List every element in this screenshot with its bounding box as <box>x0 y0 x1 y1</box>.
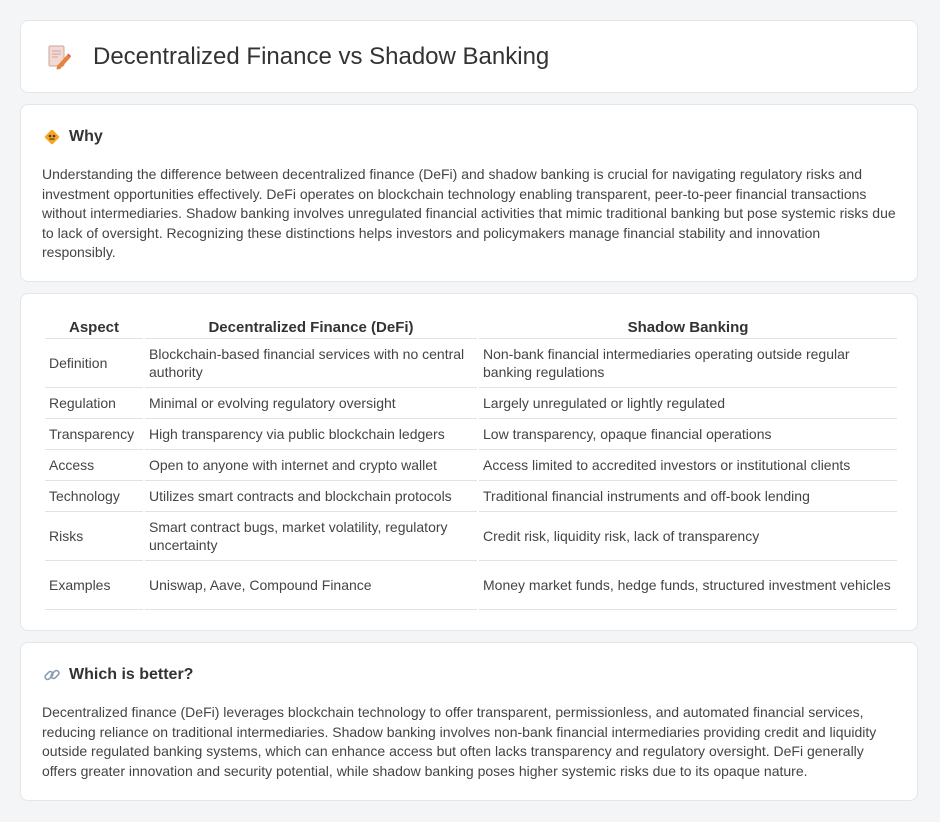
which-is-better-section <box>20 642 918 801</box>
better-text: Decentralized finance (DeFi) leverages blockchain technology to offer transparent, permissionless, and automated financial services, reducing reliance on traditional intermediaries. Shadow banking involves non-bank financial intermediaries providing credit and liquidity outside regulated banking systems, which can enhance access but often lacks transparency and regulatory oversight. DeFi generally offers greater innovation and security potential, while shadow banking poses higher systemic risks due to its opaque nature. <box>42 704 877 779</box>
diamond-warning-icon <box>43 128 61 146</box>
table-row <box>45 419 897 450</box>
cell-shadow: Access limited to accredited investors or institutional clients <box>479 450 897 481</box>
why-text: Understanding the difference between decentralized finance (DeFi) and shadow banking is crucial for navigating regulatory risks and investment opportunities effectively. DeFi operates on blockchain technology enabling transparent, peer-to-peer financial transactions without intermediaries. Shadow banking involves unregulated financial activities that mimic traditional banking but pose systemic risks due to lack of oversight. Recognizing these distinctions helps investors and policymakers manage financial stability and innovation responsibly. <box>42 166 896 260</box>
cell-aspect: Risks <box>45 512 143 561</box>
page-title: Decentralized Finance vs Shadow Banking <box>93 42 550 70</box>
why-heading: Why <box>69 128 103 145</box>
cell-aspect: Regulation <box>45 388 143 419</box>
table-row <box>45 450 897 481</box>
document-pencil-icon <box>47 44 71 70</box>
header-defi: Decentralized Finance (DeFi) <box>145 316 477 339</box>
link-icon <box>43 666 61 684</box>
cell-defi: High transparency via public blockchain ledgers <box>145 419 477 450</box>
cell-defi: Uniswap, Aave, Compound Finance <box>145 561 477 610</box>
better-heading: Which is better? <box>69 666 194 683</box>
cell-defi: Minimal or evolving regulatory oversight <box>145 388 477 419</box>
cell-aspect: Transparency <box>45 419 143 450</box>
cell-aspect: Technology <box>45 481 143 512</box>
cell-shadow: Traditional financial instruments and off-book lending <box>479 481 897 512</box>
better-header <box>43 666 193 684</box>
table-row <box>45 388 897 419</box>
cell-aspect: Examples <box>45 561 143 610</box>
cell-defi: Open to anyone with internet and crypto wallet <box>145 450 477 481</box>
cell-defi: Smart contract bugs, market volatility, regulatory uncertainty <box>145 512 477 561</box>
header-aspect: Aspect <box>45 316 143 339</box>
why-header <box>43 128 103 146</box>
comparison-section <box>20 293 918 631</box>
cell-aspect: Definition <box>45 339 143 388</box>
cell-shadow: Low transparency, opaque financial operations <box>479 419 897 450</box>
cell-defi: Blockchain-based financial services with no central authority <box>145 339 477 388</box>
title-card <box>20 20 918 93</box>
table-row <box>45 561 897 610</box>
table-row <box>45 512 897 561</box>
header-shadow-banking: Shadow Banking <box>479 316 897 339</box>
why-section <box>20 104 918 282</box>
cell-aspect: Access <box>45 450 143 481</box>
table-row <box>45 339 897 388</box>
cell-shadow: Non-bank financial intermediaries operating outside regular banking regulations <box>479 339 897 388</box>
table-row <box>45 481 897 512</box>
cell-shadow: Credit risk, liquidity risk, lack of transparency <box>479 512 897 561</box>
cell-defi: Utilizes smart contracts and blockchain protocols <box>145 481 477 512</box>
cell-shadow: Money market funds, hedge funds, structured investment vehicles <box>479 561 897 610</box>
comparison-table <box>43 316 899 610</box>
cell-shadow: Largely unregulated or lightly regulated <box>479 388 897 419</box>
title-row <box>21 21 917 92</box>
table-header-row <box>45 316 897 339</box>
